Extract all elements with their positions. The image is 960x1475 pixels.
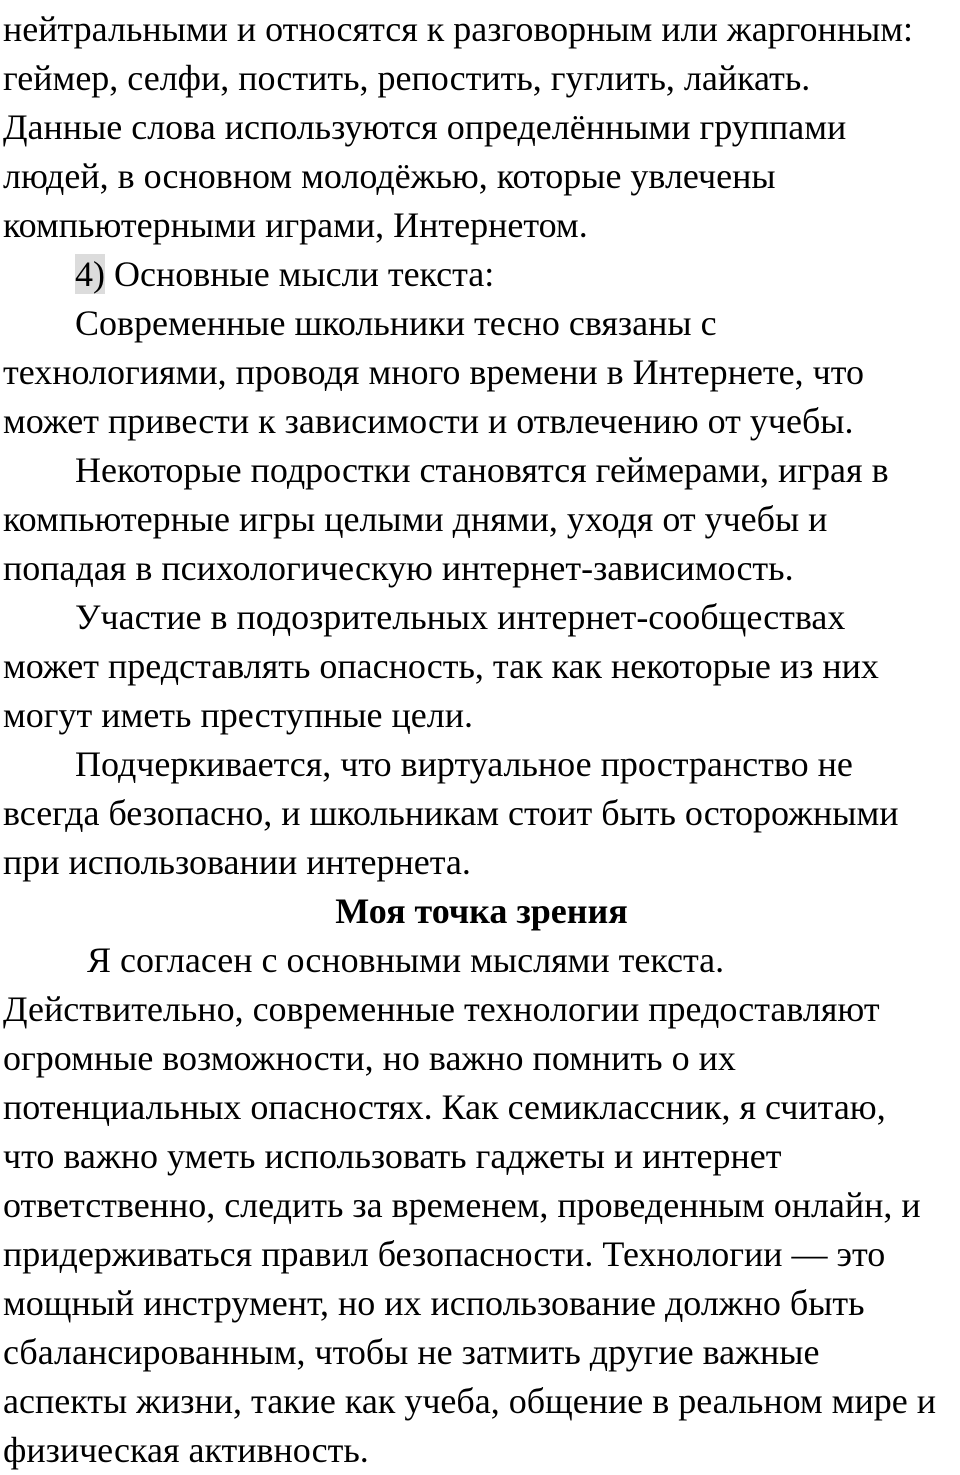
text-line: мощный инструмент, но их использование должно быть	[3, 1283, 865, 1323]
paragraph-start-line: Подчеркивается, что виртуальное пространство не	[75, 744, 853, 784]
text-line: при использовании интернета.	[3, 842, 471, 882]
text-line: нейтральными и относятся к разговорным или жаргонным:	[3, 9, 914, 49]
text-line: придерживаться правил безопасности. Технологии — это	[3, 1234, 886, 1274]
text-line: Данные слова используются определёнными группами	[3, 107, 847, 147]
text-line: физическая активность.	[3, 1430, 369, 1470]
paragraph-start-line: Некоторые подростки становятся геймерами, играя в	[75, 450, 889, 490]
text-line: что важно уметь использовать гаджеты и интернет	[3, 1136, 782, 1176]
text-line: технологиями, проводя много времени в Интернете, что	[3, 352, 864, 392]
text-line: компьютерными играми, Интернетом.	[3, 205, 588, 245]
text-line: сбалансированным, чтобы не затмить другие важные	[3, 1332, 820, 1372]
text-line: могут иметь преступные цели.	[3, 695, 474, 735]
text-line: Действительно, современные технологии предоставляют	[3, 989, 880, 1029]
paragraph-start-line: Участие в подозрительных интернет-сообществах	[75, 597, 846, 637]
text-line: может привести к зависимости и отвлечению от учебы.	[3, 401, 854, 441]
text-line: геймер, селфи, постить, репостить, гуглить, лайкать.	[3, 58, 811, 98]
text-line: потенциальных опасностях. Как семиклассник, я считаю,	[3, 1087, 886, 1127]
text-line: людей, в основном молодёжью, которые увлечены	[3, 156, 776, 196]
section-heading-text: Основные мысли текста:	[105, 254, 495, 294]
paragraph-start-line: Я согласен с основными мыслями текста.	[87, 940, 725, 980]
opinion-heading: Моя точка зрения	[335, 891, 628, 931]
text-line: компьютерные игры целыми днями, уходя от учебы и	[3, 499, 828, 539]
section-heading-line	[3, 250, 960, 299]
document-body	[3, 5, 960, 1475]
text-line: может представлять опасность, так как некоторые из них	[3, 646, 879, 686]
text-line: огромные возможности, но важно помнить о их	[3, 1038, 736, 1078]
paragraph-start-line: Современные школьники тесно связаны с	[75, 303, 717, 343]
text-line: ответственно, следить за временем, проведенным онлайн, и	[3, 1185, 921, 1225]
text-line: попадая в психологическую интернет-зависимость.	[3, 548, 794, 588]
text-line: всегда безопасно, и школьникам стоит быть осторожными	[3, 793, 899, 833]
list-number: 4)	[75, 254, 105, 294]
text-line: аспекты жизни, такие как учеба, общение в реальном мире и	[3, 1381, 936, 1421]
